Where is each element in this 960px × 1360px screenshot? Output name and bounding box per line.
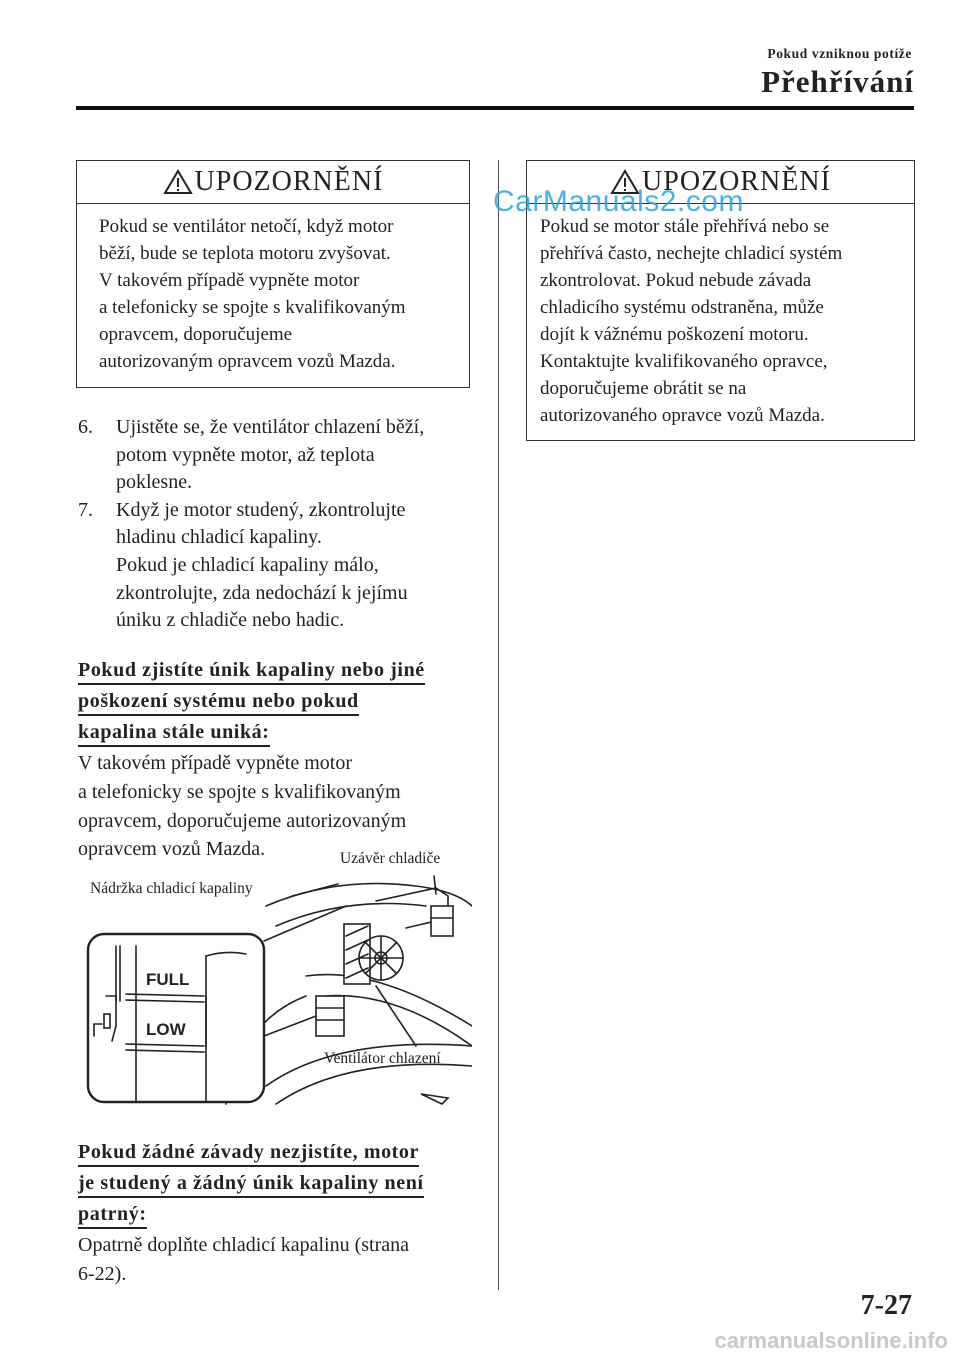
step-text xyxy=(116,414,424,497)
label-cooling-fan: Ventilátor chlazení xyxy=(324,1050,441,1067)
warning-box xyxy=(76,160,470,388)
no-fault-section xyxy=(78,1138,478,1289)
watermark-logo[interactable]: CarManuals2.com xyxy=(493,185,744,218)
leak-heading xyxy=(78,656,478,749)
step-line: poklesne. xyxy=(116,471,193,494)
body-line: opravcem vozů Mazda. xyxy=(78,838,266,861)
label-radiator-cap: Uzávěr chladiče xyxy=(340,850,441,867)
step-item xyxy=(78,414,478,497)
warning-line: Pokud se ventilátor netočí, když motor xyxy=(99,216,394,237)
warning-line: chladicího systému odstraněna, může xyxy=(540,296,824,318)
warning-triangle-icon xyxy=(163,169,193,195)
body-line: V takovém případě vypněte motor xyxy=(78,752,353,774)
body-line: Opatrně doplňte chladicí kapalinu (strana xyxy=(78,1234,409,1256)
step-line: úniku z chladiče nebo hadic. xyxy=(116,609,345,632)
page-title: Přehřívání xyxy=(761,64,914,99)
label-full-mark: FULL xyxy=(146,970,190,989)
warning-line: V takovém případě vypněte motor xyxy=(99,269,360,291)
warning-title: UPOZORNĚNÍ xyxy=(642,166,831,197)
footer-watermark[interactable]: carmanualsonline.info xyxy=(714,1328,948,1353)
warning-header xyxy=(77,161,469,204)
step-item xyxy=(78,497,478,635)
column-divider xyxy=(498,160,499,1290)
warning-line: Kontaktujte kvalifikovaného opravce, xyxy=(540,350,828,372)
heading-line: Pokud zjistíte únik kapaliny nebo jiné xyxy=(78,658,425,685)
step-line: hladinu chladicí kapaliny. xyxy=(116,526,322,549)
step-text xyxy=(116,497,408,635)
section-title: Pokud vzniknou potíže xyxy=(767,46,912,61)
step-number: 6. xyxy=(78,416,93,438)
warning-title: UPOZORNĚNÍ xyxy=(194,166,384,197)
warning-line: zkontrolovat. Pokud nebude závada xyxy=(540,269,812,291)
warning-line: opravcem, doporučujeme xyxy=(99,323,293,345)
warning-line: a telefonicky se spojte s kvalifikovaným xyxy=(99,296,406,318)
label-coolant-reservoir: Nádržka chladicí kapaliny xyxy=(90,880,253,897)
heading-line: patrný: xyxy=(78,1202,147,1229)
body-line: opravcem, doporučujeme autorizovaným xyxy=(78,809,407,832)
body-line: a telefonicky se spojte s kvalifikovaným xyxy=(78,780,401,803)
step-line: Pokud je chladicí kapaliny málo, xyxy=(116,553,379,576)
body-line: 6-22). xyxy=(78,1262,127,1285)
warning-line: autorizovaného opravce vozů Mazda. xyxy=(540,404,825,426)
step-line: potom vypněte motor, až teplota xyxy=(116,443,375,466)
heading-line: kapalina stále uniká: xyxy=(78,720,270,747)
heading-line: poškození systému nebo pokud xyxy=(78,689,359,716)
warning-line: doporučujeme obrátit se na xyxy=(540,377,747,399)
warning-line: dojít k vážnému poškození motoru. xyxy=(540,323,809,345)
no-fault-heading xyxy=(78,1138,478,1231)
warning-line: Pokud se motor stále přehřívá nebo se xyxy=(540,216,830,237)
no-fault-body xyxy=(78,1231,478,1289)
step-line: Ujistěte se, že ventilátor chlazení běží, xyxy=(116,416,425,438)
numbered-steps xyxy=(78,414,478,635)
warning-line: přehřívá často, nechejte chladicí systém xyxy=(540,242,843,264)
engine-figure xyxy=(76,846,472,1106)
leak-section xyxy=(78,656,478,864)
warning-line: běží, bude se teplota motoru zvyšovat. xyxy=(99,242,391,264)
header-divider xyxy=(76,106,914,110)
heading-line: je studený a žádný únik kapaliny není xyxy=(78,1171,424,1198)
page-number: 7-27 xyxy=(860,1290,912,1321)
label-low-mark: LOW xyxy=(146,1020,186,1039)
warning-text xyxy=(77,204,469,376)
step-line: zkontrolujte, zda nedochází k jejímu xyxy=(116,581,408,604)
heading-line: Pokud žádné závady nezjistíte, motor xyxy=(78,1140,419,1167)
step-line: Když je motor studený, zkontrolujte xyxy=(116,498,406,521)
step-number: 7. xyxy=(78,498,93,521)
warning-text xyxy=(527,204,914,430)
warning-line: autorizovaným opravcem vozů Mazda. xyxy=(99,350,396,372)
